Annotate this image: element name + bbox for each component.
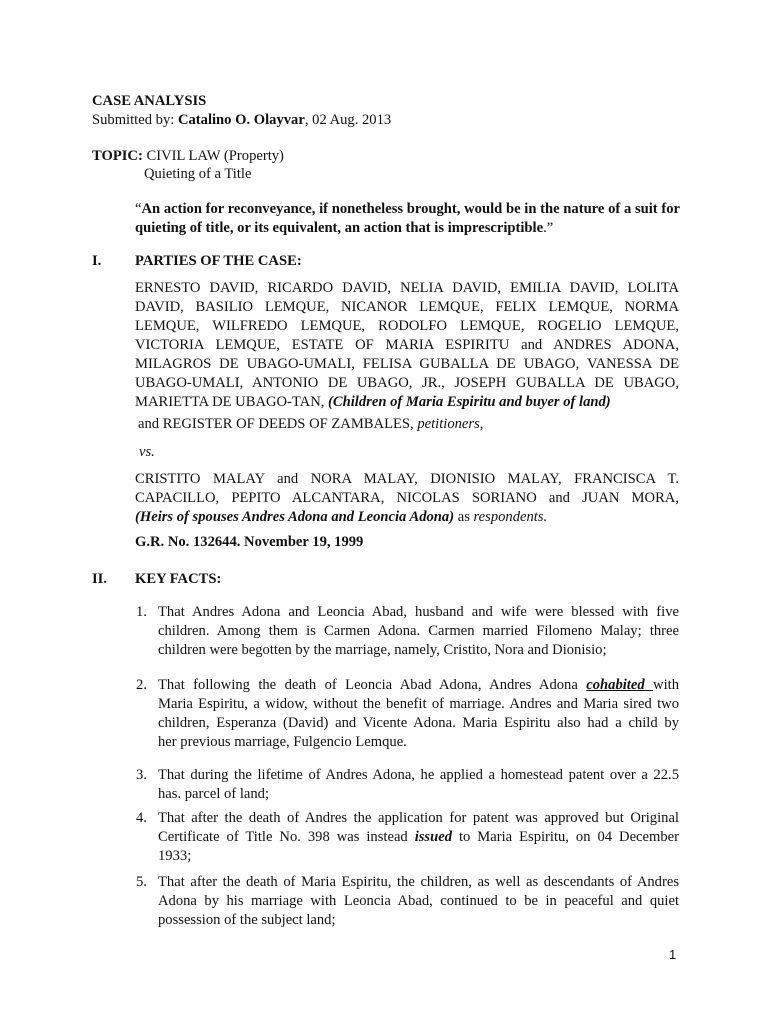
section-1-numeral: I. bbox=[92, 253, 102, 269]
fact-number: 2. bbox=[136, 677, 147, 693]
fact-line: That Andres Adona and Leoncia Abad, husband and wife were blessed with five bbox=[158, 604, 679, 620]
topic-value: CIVIL LAW (Property) bbox=[142, 148, 284, 164]
register-of-deeds: and REGISTER OF DEEDS OF ZAMBALES, petitioners, bbox=[138, 416, 484, 432]
page-number: 1 bbox=[669, 947, 677, 962]
author-name: Catalino O. Olayvar bbox=[177, 112, 305, 128]
fact-line: possession of the subject land; bbox=[158, 912, 336, 928]
section-1-heading: PARTIES OF THE CASE: bbox=[135, 253, 302, 269]
fact-line: children were begotten by the marriage, namely, Cristito, Nora and Dionisio; bbox=[158, 642, 607, 658]
petitioners-list bbox=[135, 279, 679, 412]
respondents-line: CAPACILLO, PEPITO ALCANTARA, NICOLAS SORIANO and JUAN MORA, bbox=[135, 490, 679, 506]
quote-text: An action for reconveyance, if nonetheless brought, would be in the nature of a suit for quieting of title, or its equivalent, an action that is imprescriptible bbox=[135, 201, 680, 236]
submitted-by-line bbox=[92, 111, 391, 130]
petitioners-line: UBAGO-UMALI, ANTONIO DE UBAGO, JR., JOSEPH GUBALLA DE UBAGO, bbox=[135, 375, 679, 391]
petitioners-line: DAVID, BASILIO LEMQUE, NICANOR LEMQUE, FELIX LEMQUE, NORMA bbox=[135, 299, 679, 315]
gr-number: G.R. No. 132644. November 19, 1999 bbox=[135, 534, 364, 550]
subtopic: Quieting of a Title bbox=[144, 166, 252, 182]
petitioners-word: petitioners bbox=[417, 416, 480, 432]
fact-line: her previous marriage, Fulgencio Lemque. bbox=[158, 734, 407, 750]
fact-line: That after the death of Andres the application for patent was approved but Original bbox=[158, 810, 679, 826]
section-2-heading: KEY FACTS: bbox=[135, 571, 222, 587]
topic-label: TOPIC: bbox=[92, 148, 143, 164]
fact-line: children. Among them is Carmen Adona. Carmen married Filomeno Malay; three bbox=[158, 623, 679, 639]
fact-line: Certificate of Title No. 398 was instead issued to Maria Espiritu, on 04 December bbox=[158, 829, 679, 845]
fact-number: 4. bbox=[136, 810, 147, 826]
respondents-last-line: (Heirs of spouses Andres Adona and Leoncia Adona) as respondents. bbox=[135, 509, 548, 525]
fact-line: That after the death of Maria Espiritu, the children, as well as descendants of Andres bbox=[158, 874, 679, 890]
section-2-numeral: II. bbox=[92, 571, 108, 587]
fact-number: 5. bbox=[136, 874, 147, 890]
fact-line: That during the lifetime of Andres Adona, he applied a homestead patent over a 22.5 bbox=[158, 767, 679, 783]
submission-date: , 02 Aug. 2013 bbox=[304, 112, 392, 128]
submitted-label: Submitted by: bbox=[92, 112, 178, 128]
emphasized-term: issued bbox=[414, 829, 452, 845]
fact-line: has. parcel of land; bbox=[158, 786, 270, 802]
petitioners-line: ERNESTO DAVID, RICARDO DAVID, NELIA DAVID, EMILIA DAVID, LOLITA bbox=[135, 280, 679, 296]
doctrine-quote bbox=[135, 200, 680, 238]
quote-open: “ bbox=[135, 201, 142, 217]
respondents-line: CRISTITO MALAY and NORA MALAY, DIONISIO MALAY, FRANCISCA T. bbox=[135, 471, 679, 487]
document-title: CASE ANALYSIS bbox=[92, 93, 207, 109]
petitioners-line: MILAGROS DE UBAGO-UMALI, FELISA GUBALLA DE UBAGO, VANESSA DE bbox=[135, 356, 679, 372]
respondents-list bbox=[135, 470, 679, 527]
fact-line: Adona by his marriage with Leoncia Abad, continued to be in peaceful and quiet bbox=[158, 893, 679, 909]
fact-number: 3. bbox=[136, 767, 147, 783]
petitioners-line: VICTORIA LEMQUE, ESTATE OF MARIA ESPIRITU and ANDRES ADONA, bbox=[135, 337, 679, 353]
respondents-description: (Heirs of spouses Andres Adona and Leoncia Adona) bbox=[135, 509, 455, 525]
versus: vs. bbox=[139, 444, 155, 460]
fact-line: 1933; bbox=[158, 848, 192, 864]
petitioners-line: LEMQUE, WILFREDO LEMQUE, RODOLFO LEMQUE, ROGELIO LEMQUE, bbox=[135, 318, 679, 334]
fact-line: Maria Espiritu, a widow, without the benefit of marriage. Andres and Maria sired two bbox=[158, 696, 679, 712]
emphasized-term: cohabited bbox=[586, 677, 654, 693]
petitioners-description: (Children of Maria Espiritu and buyer of land) bbox=[328, 394, 611, 410]
fact-line: That following the death of Leoncia Abad Adona, Andres Adona cohabited with bbox=[158, 677, 679, 693]
fact-line: children, Esperanza (David) and Vicente Adona. Maria Espiritu also had a child by bbox=[158, 715, 679, 731]
quote-close: .” bbox=[543, 220, 554, 236]
respondents-word: respondents. bbox=[473, 509, 548, 525]
topic-line bbox=[92, 147, 284, 166]
petitioners-last-line: MARIETTA DE UBAGO-TAN, (Children of Maria Espiritu and buyer of land) bbox=[135, 394, 611, 410]
fact-number: 1. bbox=[136, 604, 147, 620]
